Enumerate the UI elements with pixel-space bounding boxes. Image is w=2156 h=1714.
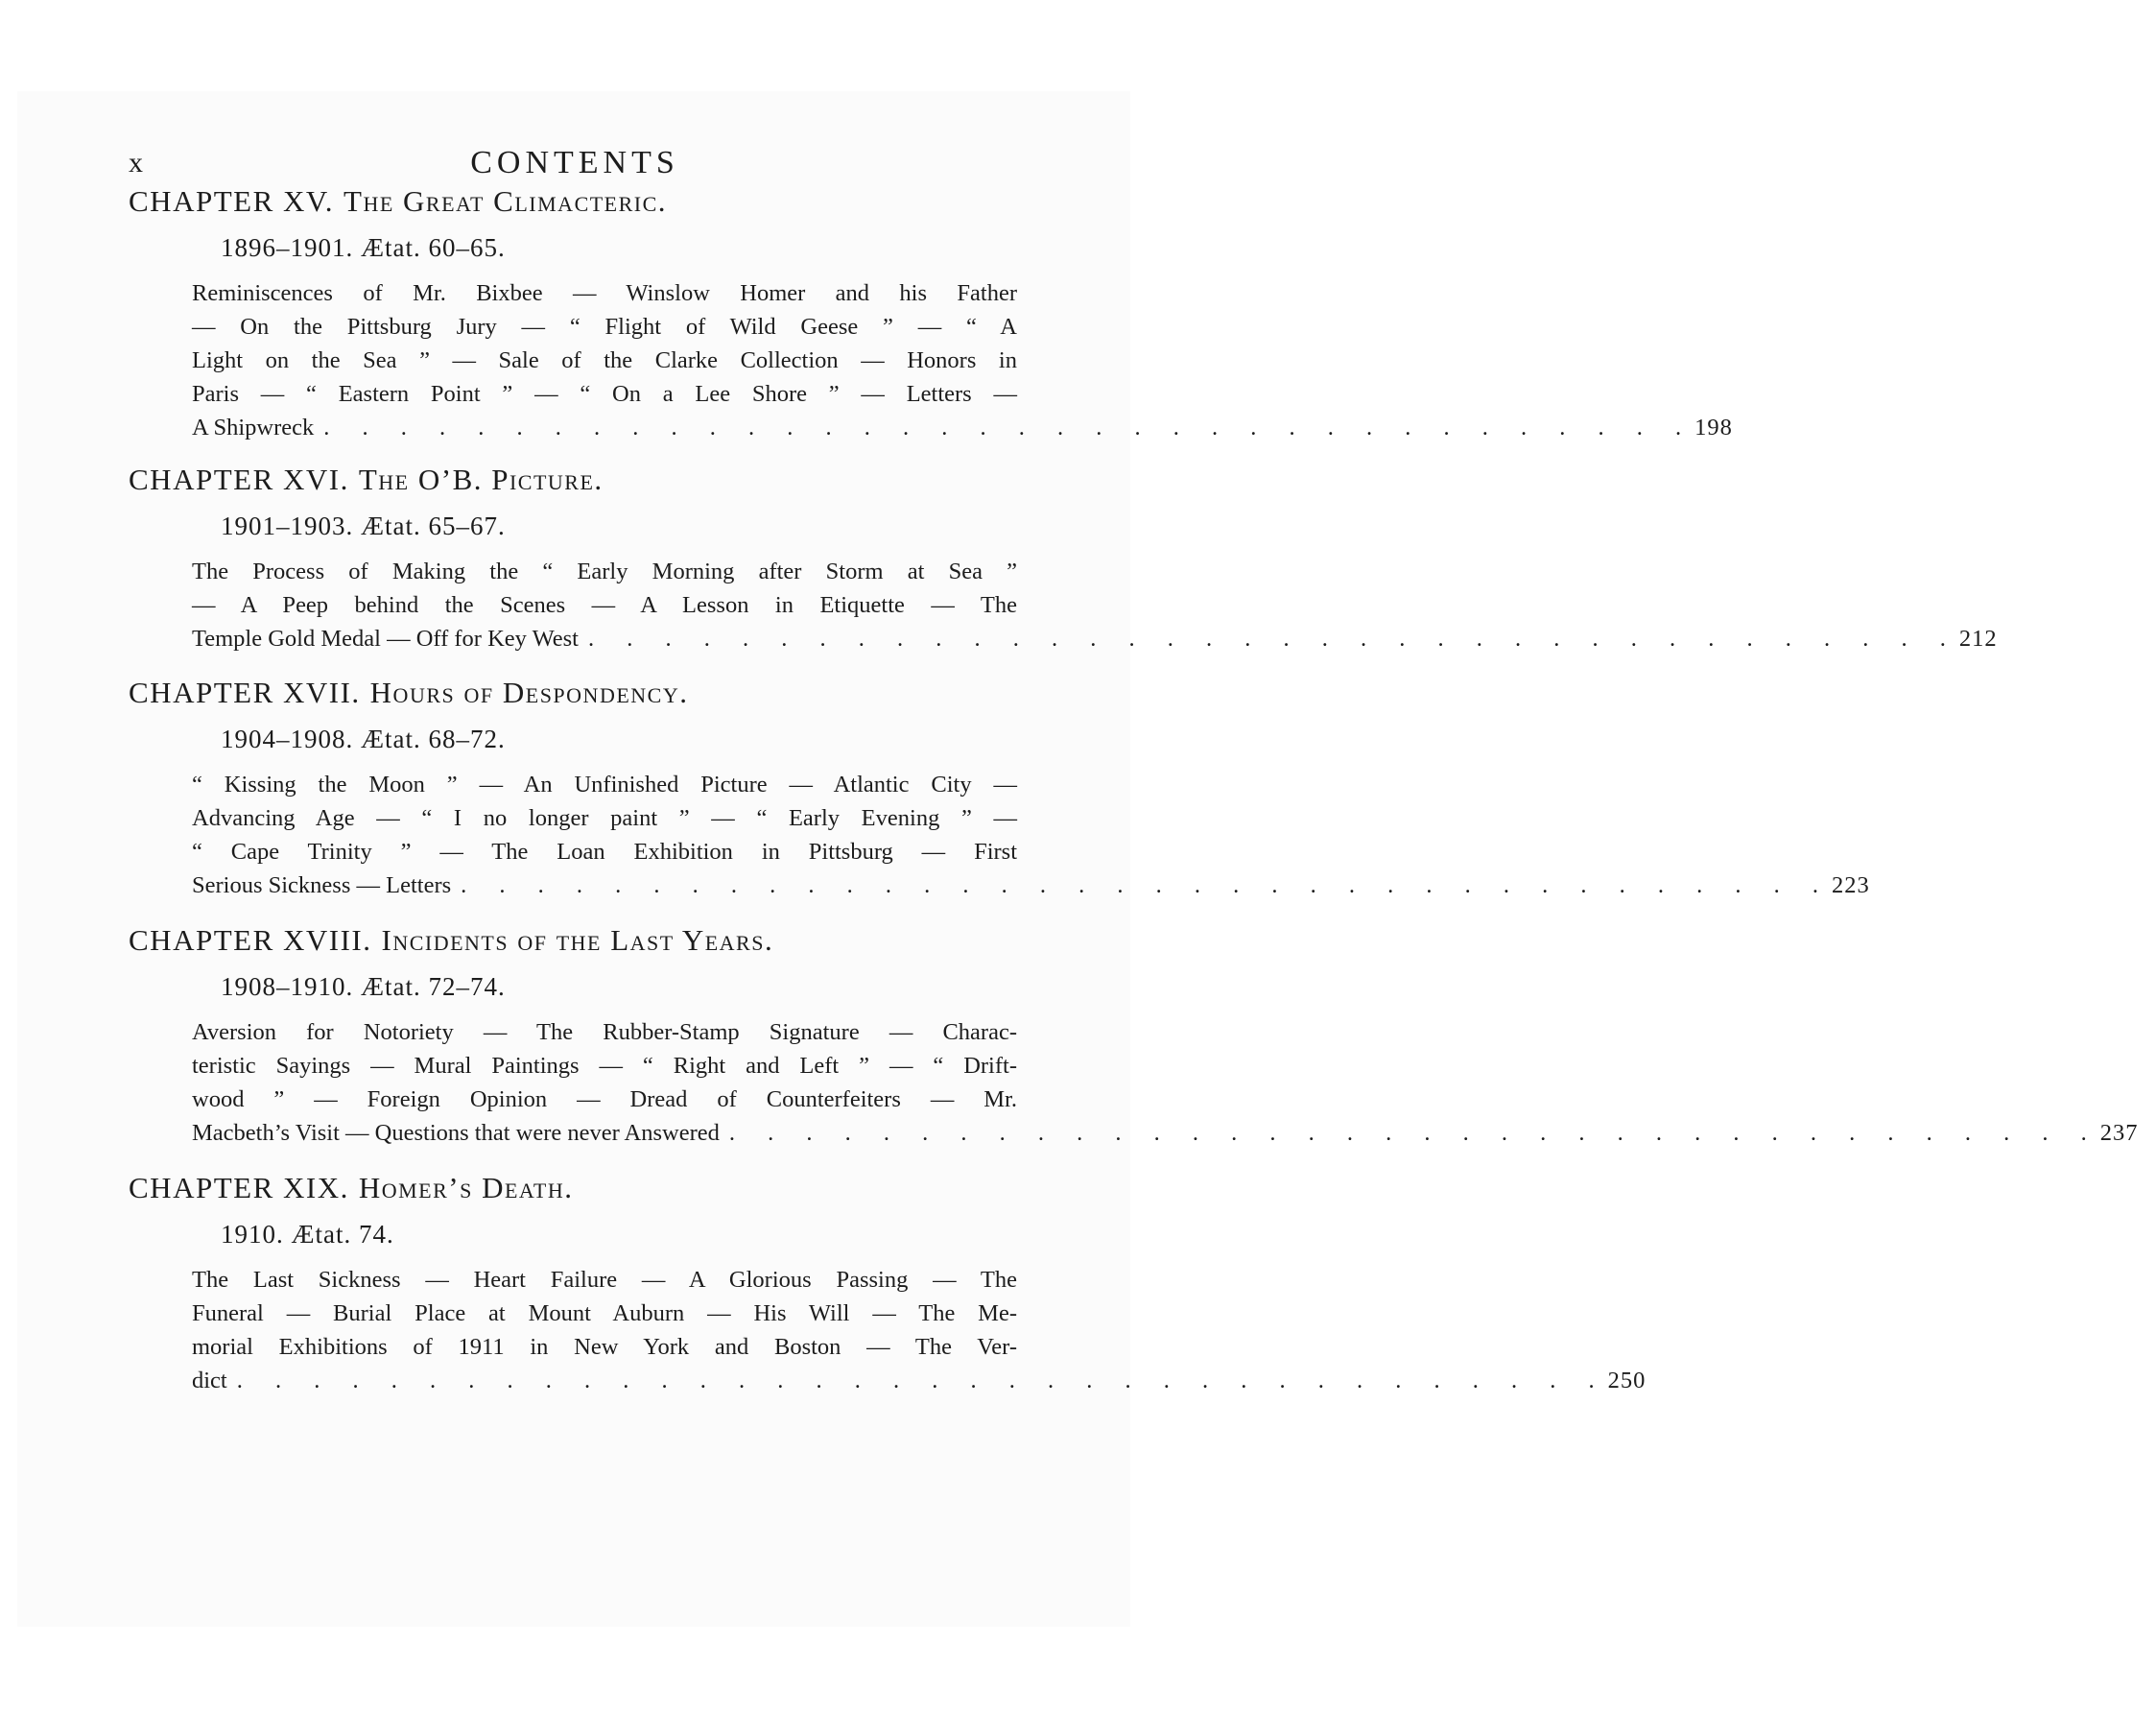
summary-line: A Shipwreck <box>192 415 315 440</box>
summary-line: Advancing Age — “ I no longer paint ” — “ Early Evening ” — <box>192 805 1017 831</box>
chapter-dates: 1896–1901. Ætat. 60–65. <box>221 233 506 262</box>
page-reference: 223 <box>1832 872 1870 898</box>
page-number: x <box>129 147 143 179</box>
chapter-title: The Great Climacteric. <box>344 184 668 218</box>
page-header <box>129 144 1021 182</box>
chapter-entry-xvi <box>129 461 1998 655</box>
dot-leaders: . . . . . . . . . . . . . . . . . . . . . . . . . . . . . . . . . . . . <box>461 872 1833 898</box>
chapter-title: Hours of Despondency. <box>369 676 689 709</box>
summary-line: “ Cape Trinity ” — The Loan Exhibition in Pittsburg — First <box>192 839 1017 865</box>
chapter-entry-xv <box>129 182 1733 444</box>
dot-leaders: . . . . . . . . . . . . . . . . . . . . . . . . . . . . . . . . . . . . <box>728 1120 2100 1146</box>
chapter-title: Incidents of the Last Years. <box>381 923 774 957</box>
summary-line: Reminiscences of Mr. Bixbee — Winslow Homer and his Father <box>192 280 1017 306</box>
page-reference: 212 <box>1958 626 1998 652</box>
chapter-dates: 1910. Ætat. 74. <box>221 1220 394 1249</box>
chapter-dates: 1901–1903. Ætat. 65–67. <box>221 512 506 540</box>
chapter-entry-xviii <box>129 921 2139 1150</box>
chapter-label: CHAPTER XIX. <box>129 1171 349 1204</box>
page-reference: 237 <box>2099 1120 2139 1146</box>
summary-line: Light on the Sea ” — Sale of the Clarke Collection — Honors in <box>192 347 1017 373</box>
chapter-dates: 1908–1910. Ætat. 72–74. <box>221 972 506 1001</box>
summary-line: teristic Sayings — Mural Paintings — “ Right and Left ” — “ Drift- <box>192 1053 1017 1079</box>
chapter-heading <box>129 674 1031 712</box>
chapter-heading <box>129 921 1031 960</box>
summary-line: morial Exhibitions of 1911 in New York and Boston — The Ver- <box>192 1334 1017 1360</box>
summary-line: Paris — “ Eastern Point ” — “ On a Lee Shore ” — Letters — <box>192 381 1017 407</box>
summary-last-line <box>192 411 1733 444</box>
page-reference: 198 <box>1694 415 1733 440</box>
summary-line: Macbeth’s Visit — Questions that were never Answered <box>192 1120 720 1146</box>
summary-line: The Last Sickness — Heart Failure — A Glorious Passing — The <box>192 1267 1017 1293</box>
dot-leaders: . . . . . . . . . . . . . . . . . . . . . . . . . . . . . . . . . . . . <box>587 626 1959 652</box>
chapter-entry-xvii <box>129 674 1870 902</box>
chapter-summary <box>192 555 1998 655</box>
page-reference: 250 <box>1607 1368 1647 1393</box>
chapter-title: Homer’s Death. <box>358 1171 574 1204</box>
summary-line: Temple Gold Medal — Off for Key West <box>192 626 579 652</box>
chapter-dates: 1904–1908. Ætat. 68–72. <box>221 725 506 753</box>
dot-leaders: . . . . . . . . . . . . . . . . . . . . . . . . . . . . . . . . . . . . <box>323 415 1695 440</box>
summary-line: Serious Sickness — Letters <box>192 872 452 898</box>
chapter-summary <box>192 276 1733 444</box>
summary-line: Funeral — Burial Place at Mount Auburn — His Will — The Me- <box>192 1300 1017 1326</box>
summary-line: dict <box>192 1368 227 1393</box>
chapter-title: The O’B. Picture. <box>358 463 604 496</box>
summary-last-line <box>192 622 1998 655</box>
summary-last-line <box>192 869 1870 902</box>
chapter-entry-xix <box>129 1169 1647 1397</box>
chapter-label: CHAPTER XVII. <box>129 676 361 709</box>
summary-last-line <box>192 1116 2139 1150</box>
running-head: CONTENTS <box>470 145 679 180</box>
summary-line: — A Peep behind the Scenes — A Lesson in Etiquette — The <box>192 592 1017 618</box>
chapter-summary <box>192 1263 1647 1397</box>
chapter-label: CHAPTER XVIII. <box>129 923 372 957</box>
summary-line: wood ” — Foreign Opinion — Dread of Counterfeiters — Mr. <box>192 1086 1017 1112</box>
chapter-label: CHAPTER XVI. <box>129 463 349 496</box>
summary-line: Aversion for Notoriety — The Rubber-Stamp Signature — Charac- <box>192 1019 1017 1045</box>
chapter-summary <box>192 768 1870 902</box>
chapter-heading <box>129 461 1031 499</box>
chapter-heading <box>129 182 1031 221</box>
dot-leaders: . . . . . . . . . . . . . . . . . . . . . . . . . . . . . . . . . . . . <box>236 1368 1608 1393</box>
summary-line: The Process of Making the “ Early Morning after Storm at Sea ” <box>192 559 1017 584</box>
summary-line: — On the Pittsburg Jury — “ Flight of Wild Geese ” — “ A <box>192 314 1017 340</box>
chapter-summary <box>192 1015 2139 1150</box>
summary-line: “ Kissing the Moon ” — An Unfinished Picture — Atlantic City — <box>192 772 1017 797</box>
chapter-heading <box>129 1169 1031 1207</box>
summary-last-line <box>192 1364 1647 1397</box>
chapter-label: CHAPTER XV. <box>129 184 335 218</box>
